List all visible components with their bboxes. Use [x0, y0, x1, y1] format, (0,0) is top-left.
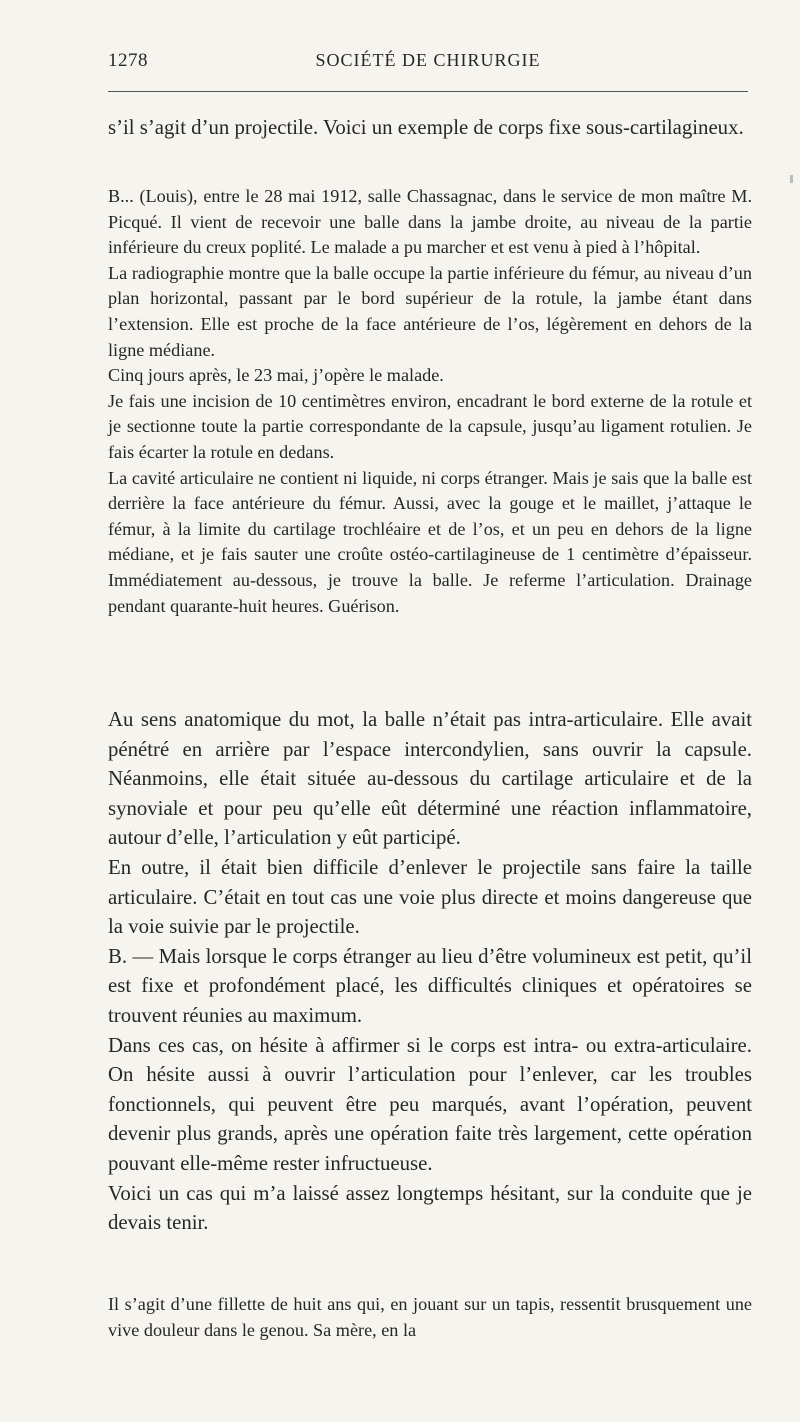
- case-paragraph-5: La cavité articulaire ne contient ni liquide, ni corps étranger. Mais je sais que la balle est derrière la face antérieure du fémur. Aussi, avec la gouge et le maillet, j’attaque le fémur, à la limite du cartilage trochléaire et de l’os, et un peu en dehors de la ligne médiane, et je fais sauter une croûte ostéo-cartilagineuse de 1 centimètre d’épaisseur. Immédiatement au-dessous, je trouve la balle. Je referme l’articulation. Drainage pendant quarante-huit heures. Guérison.: [108, 467, 752, 616]
- final-text: Il s’agit d’une fillette de huit ans qui, en jouant sur un tapis, ressentit brusquement une vive douleur dans le genou. Sa mère, en la: [108, 1294, 752, 1340]
- discussion-paragraph-5: Voici un cas qui m’a laissé assez longtemps hésitant, sur la conduite que je devais tenir.: [108, 1181, 752, 1235]
- case-paragraph-2: La radiographie montre que la balle occupe la partie inférieure du fémur, au niveau d’un plan horizontal, passant par le bord supérieur de la rotule, la jambe étant dans l’extension. Elle est proche de la face antérieure de l’os, légèrement en dehors de la ligne médiane.: [108, 262, 752, 360]
- intro-paragraph: [108, 113, 752, 143]
- discussion: [108, 705, 752, 1238]
- page-number: 1278: [108, 50, 148, 71]
- final-case-paragraph: [108, 1292, 752, 1343]
- running-title: SOCIÉTÉ DE CHIRURGIE: [315, 50, 541, 70]
- discussion-paragraph-2: En outre, il était bien difficile d’enlever le projectile sans faire la taille articulaire. C’était en tout cas une voie plus directe et moins dangereuse que la voie suivie par le projectile.: [108, 855, 752, 939]
- discussion-paragraph-4: Dans ces cas, on hésite à affirmer si le corps est intra- ou extra-articulaire. On hésite aussi à ouvrir l’articulation pour l’enlever, car les troubles fonctionnels, qui peuvent être peu marqués, avant l’opération, peuvent devenir plus grands, après une opération faite très largement, cette opération pouvant elle-même rester infructueuse.: [108, 1033, 752, 1175]
- case-paragraph-3: Cinq jours après, le 23 mai, j’opère le malade.: [108, 365, 444, 386]
- page-header: [108, 50, 748, 80]
- case-paragraph-4: Je fais une incision de 10 centimètres environ, encadrant le bord externe de la rotule et je sectionne toute la partie correspondante de la capsule, jusqu’au ligament rotulien. Je fais écarter la rotule en dedans.: [108, 390, 752, 462]
- margin-speck: [790, 175, 793, 183]
- discussion-paragraph-1: Au sens anatomique du mot, la balle n’était pas intra-articulaire. Elle avait pénétré en arrière par l’espace intercondylien, sans ouvrir la capsule. Néanmoins, elle était située au-dessous du cartilage articulaire et de la synoviale et pour peu qu’elle eût déterminé une réaction inflammatoire, autour d’elle, l’articulation y eût participé.: [108, 708, 752, 850]
- intro-text: s’il s’agit d’un projectile. Voici un exemple de corps fixe sous-cartilagineux.: [108, 116, 744, 139]
- discussion-paragraph-3: B. — Mais lorsque le corps étranger au lieu d’être volumineux est petit, qu’il est fixe et profondément placé, les difficultés cliniques et opératoires se trouvent réunies au maximum.: [108, 944, 752, 1027]
- header-rule: [108, 91, 748, 92]
- case-report: [108, 184, 752, 619]
- case-paragraph-1: B... (Louis), entre le 28 mai 1912, salle Chassagnac, dans le service de mon maître M. Picqué. Il vient de recevoir une balle dans la jambe droite, au niveau de la partie inférieure du creux poplité. Le malade a pu marcher et est venu à pied à l’hôpital.: [108, 186, 752, 258]
